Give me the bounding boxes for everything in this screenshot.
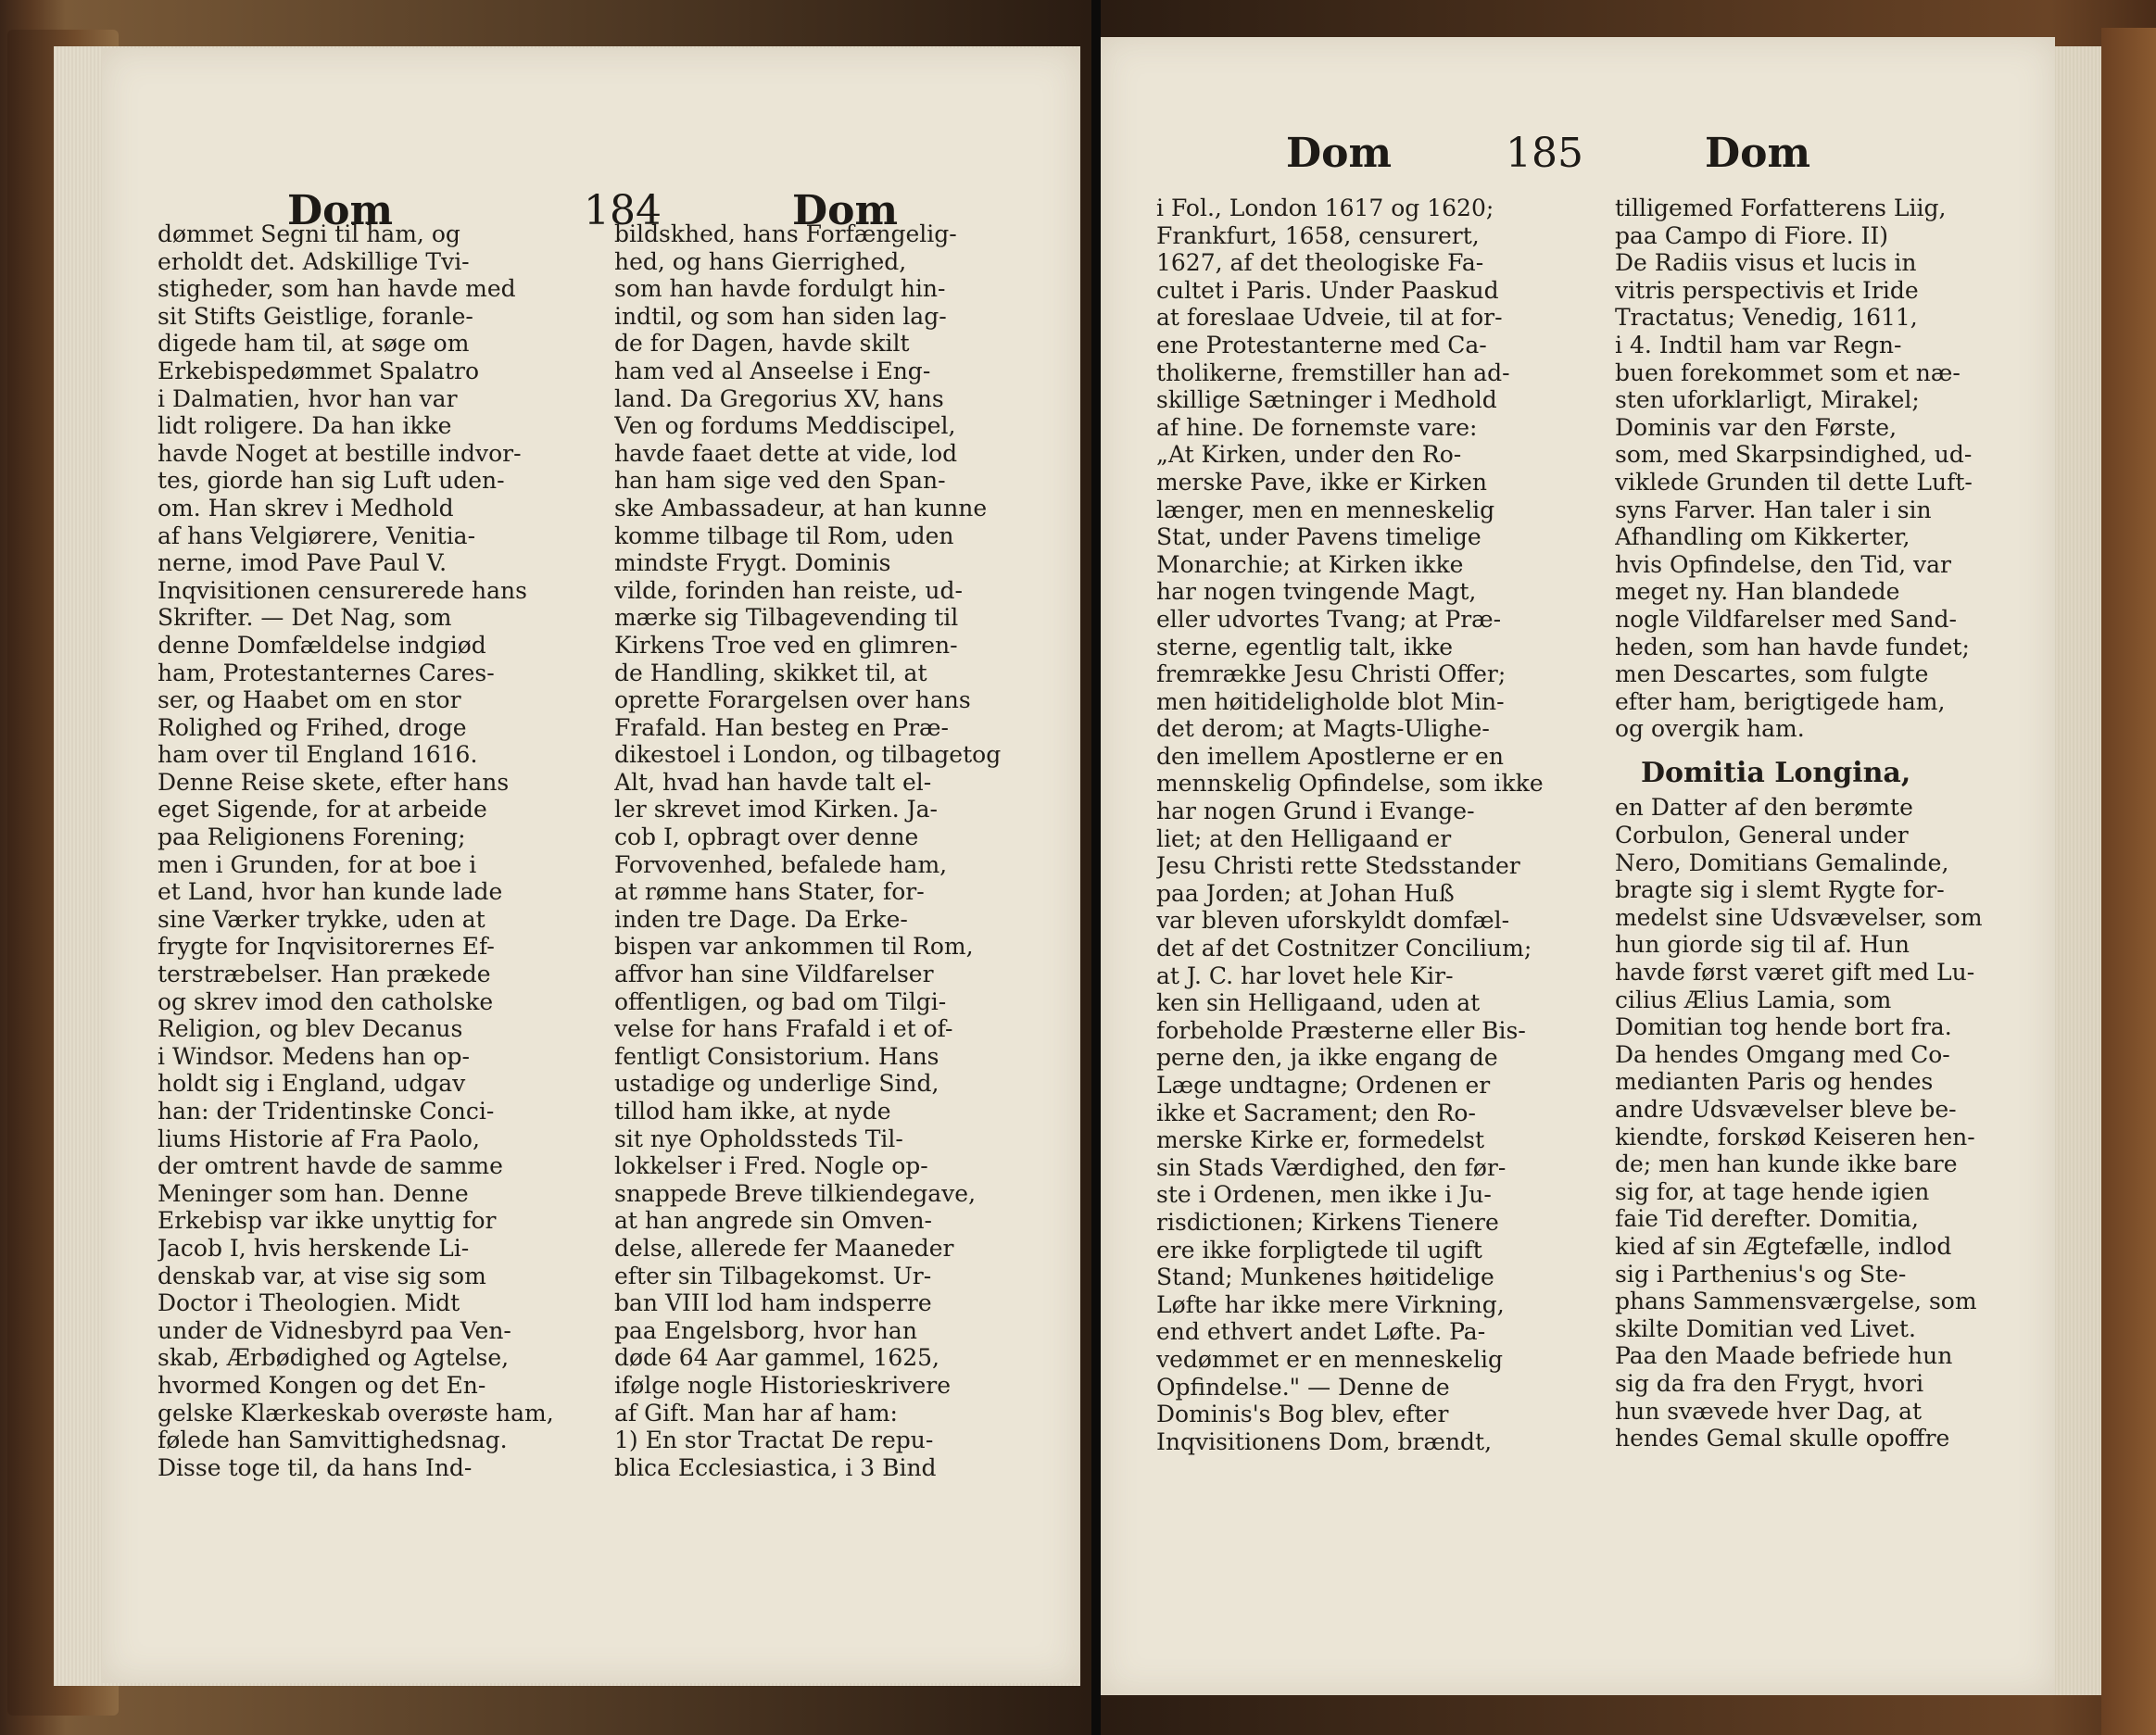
text-line: vitris perspectivis et Iride xyxy=(1615,276,1919,304)
text-line: Afhandling om Kikkerter, xyxy=(1615,523,1910,551)
text-line: heden, som han havde fundet; xyxy=(1615,633,1970,660)
text-line: Ven og fordums Meddiscipel, xyxy=(614,412,956,440)
text-line: de Handling, skikket til, at xyxy=(614,659,927,686)
text-line: efter sin Tilbagekomst. Ur- xyxy=(614,1262,932,1289)
right-header-word: Dom xyxy=(1286,130,1393,177)
left-page-number: 184 xyxy=(584,187,662,234)
text-line: paa Religionens Forening; xyxy=(158,823,466,851)
text-line: sig for, at tage hende igien xyxy=(1615,1177,1930,1205)
text-line: faie Tid derefter. Domitia, xyxy=(1615,1205,1919,1233)
text-line: ler skrevet imod Kirken. Ja- xyxy=(614,796,938,823)
text-line: terstræbelser. Han prækede xyxy=(158,961,491,988)
left-page xyxy=(102,48,1079,1683)
text-line: havde først været gift med Lu- xyxy=(1615,959,1975,987)
text-line: har nogen Grund i Evange- xyxy=(1156,798,1475,825)
text-line: indtil, og som han siden lag- xyxy=(614,302,947,330)
text-line: at han angrede sin Omven- xyxy=(614,1207,932,1235)
text-line: og skrev imod den catholske xyxy=(158,987,494,1015)
text-line: ske Ambassadeur, at han kunne xyxy=(614,494,988,522)
text-line: at J. C. har lovet hele Kir- xyxy=(1156,962,1454,989)
text-line: Monarchie; at Kirken ikke xyxy=(1156,550,1464,578)
text-line: Stat, under Pavens timelige xyxy=(1156,523,1481,551)
text-line: i Dalmatien, hvor han var xyxy=(158,384,458,412)
text-line: hvis Opfindelse, den Tid, var xyxy=(1615,550,1951,578)
text-line: perne den, ja ikke engang de xyxy=(1156,1044,1498,1072)
text-line: merske Kirke er, formedelst xyxy=(1156,1126,1485,1154)
left-header-word-right: Dom xyxy=(792,187,899,234)
text-line: Rolighed og Frihed, droge xyxy=(158,713,467,741)
text-line: blica Ecclesiastica, i 3 Bind xyxy=(614,1453,937,1481)
text-line: mærke sig Tilbagevending til xyxy=(614,604,959,632)
text-line: Jacob I, hvis herskende Li- xyxy=(158,1234,470,1262)
text-line: Paa den Maade befriede hun xyxy=(1615,1342,1953,1370)
text-line: Frankfurt, 1658, censurert, xyxy=(1156,221,1480,249)
text-line: De Radiis visus et lucis in xyxy=(1615,249,1917,277)
text-line: en Datter af den berømte xyxy=(1615,794,1913,822)
text-line: stigheder, som han havde med xyxy=(158,275,516,303)
text-line: viklede Grunden til dette Luft- xyxy=(1615,468,1973,496)
left-column-1 xyxy=(158,220,565,1481)
text-line: forbeholde Præsterne eller Bis- xyxy=(1156,1016,1526,1044)
text-line: Inqvisitionen censurerede hans xyxy=(158,576,527,604)
text-line: Nero, Domitians Gemalinde, xyxy=(1615,849,1949,876)
text-line: Skrifter. — Det Nag, som xyxy=(158,604,452,632)
text-line: skab, Ærbødighed og Agtelse, xyxy=(158,1344,510,1372)
text-line: Tractatus; Venedig, 1611, xyxy=(1615,304,1918,332)
text-line: var bleven uforskyldt domfæl- xyxy=(1156,907,1510,935)
text-line: Disse toge til, da hans Ind- xyxy=(158,1453,473,1481)
text-line: tilligemed Forfatterens Liig, xyxy=(1615,195,1947,221)
text-line: at rømme hans Stater, for- xyxy=(614,878,925,906)
text-line: men i Grunden, for at boe i xyxy=(158,850,477,878)
text-line: sterne, egentlig talt, ikke xyxy=(1156,633,1454,660)
text-line: medianten Paris og hendes xyxy=(1615,1068,1934,1096)
text-line: som han havde fordulgt hin- xyxy=(614,275,946,303)
text-line: Læge undtagne; Ordenen er xyxy=(1156,1072,1491,1099)
entry-heading: Domitia Longina, xyxy=(1641,756,1911,789)
text-line: andre Udsvævelser bleve be- xyxy=(1615,1096,1957,1123)
text-line: 1) En stor Tractat De repu- xyxy=(614,1427,934,1454)
text-line: Da hendes Omgang med Co- xyxy=(1615,1040,1950,1068)
text-line: der omtrent havde de samme xyxy=(158,1152,503,1180)
text-line: ustadige og underlige Sind, xyxy=(614,1070,939,1098)
text-line: sig da fra den Frygt, hvori xyxy=(1615,1369,1924,1397)
text-line: tes, giorde han sig Luft uden- xyxy=(158,467,505,495)
text-line: mindste Frygt. Dominis xyxy=(614,549,891,577)
text-line: snappede Breve tilkiendegave, xyxy=(614,1179,977,1207)
text-line: eget Sigende, for at arbeide xyxy=(158,796,487,823)
right-column-2 xyxy=(1615,195,2023,1452)
text-line: længer, men en menneskelig xyxy=(1156,496,1495,523)
text-line: skilte Domitian ved Livet. xyxy=(1615,1314,1916,1342)
right-page-scan xyxy=(1101,0,2156,1735)
text-line: denskab var, at vise sig som xyxy=(158,1262,486,1289)
text-line: buen forekommet som et næ- xyxy=(1615,358,1961,386)
text-line: kied af sin Ægtefælle, indlod xyxy=(1615,1232,1952,1260)
text-line: men Descartes, som fulgte xyxy=(1615,660,1929,688)
text-line: end ethvert andet Løfte. Pa- xyxy=(1156,1318,1486,1346)
text-line: efter ham, berigtigede ham, xyxy=(1615,687,1946,715)
text-line: ham, Protestanternes Cares- xyxy=(158,659,495,686)
text-line: i Fol., London 1617 og 1620; xyxy=(1156,195,1494,221)
text-line: hendes Gemal skulle opoffre xyxy=(1615,1425,1950,1452)
text-line: cilius Ælius Lamia, som xyxy=(1615,986,1892,1013)
text-line: havde Noget at bestille indvor- xyxy=(158,439,522,467)
text-line: kiendte, forskød Keiseren hen- xyxy=(1615,1123,1975,1150)
text-line: komme tilbage til Rom, uden xyxy=(614,522,954,549)
text-line: 1627, af det theologiske Fa- xyxy=(1156,249,1484,277)
right-page-number: 185 xyxy=(1506,130,1583,177)
text-line: sine Værker trykke, uden at xyxy=(158,905,485,933)
text-line: Alt, hvad han havde talt el- xyxy=(614,768,932,796)
text-line: det derom; at Magts-Ulighe- xyxy=(1156,715,1490,743)
text-line: Domitian tog hende bort fra. xyxy=(1615,1013,1952,1041)
text-line: paa Engelsborg, hvor han xyxy=(614,1316,917,1344)
text-line: sin Stads Værdighed, den før- xyxy=(1156,1153,1507,1181)
text-line: ste i Ordenen, men ikke i Ju- xyxy=(1156,1181,1492,1209)
text-line: Opfindelse." — Denne de xyxy=(1156,1373,1450,1401)
text-line: affvor han sine Vildfarelser xyxy=(614,961,934,988)
text-line: døde 64 Aar gammel, 1625, xyxy=(614,1344,939,1372)
book-cover-edge-right xyxy=(2101,28,2156,1735)
scan-divider xyxy=(1091,0,1101,1735)
text-line: Religion, og blev Decanus xyxy=(158,1015,463,1043)
text-line: delse, allerede fer Maaneder xyxy=(614,1234,954,1262)
text-line: har nogen tvingende Magt, xyxy=(1156,578,1477,606)
text-line: ken sin Helligaand, uden at xyxy=(1156,989,1481,1017)
text-line: de; men han kunde ikke bare xyxy=(1615,1150,1958,1178)
text-line: bragte sig i slemt Rygte for- xyxy=(1615,876,1945,904)
text-line: „At Kirken, under den Ro- xyxy=(1156,441,1462,469)
text-line: syns Farver. Han taler i sin xyxy=(1615,496,1932,523)
text-line: Dominis var den Første, xyxy=(1615,413,1898,441)
text-line: erholdt det. Adskillige Tvi- xyxy=(158,247,470,275)
text-line: mennskelig Opfindelse, som ikke xyxy=(1156,770,1544,798)
text-line: ham ved al Anseelse i Eng- xyxy=(614,357,931,384)
text-line: følede han Samvittighedsnag. xyxy=(158,1427,508,1454)
text-line: medelst sine Udsvævelser, som xyxy=(1615,903,1983,931)
text-line: vilde, forinden han reiste, ud- xyxy=(614,576,963,604)
text-line: bildskhed, hans Forfængelig- xyxy=(614,220,957,247)
left-header-word: Dom xyxy=(287,187,394,234)
text-line: i Windsor. Medens han op- xyxy=(158,1042,470,1070)
text-line: de for Dagen, havde skilt xyxy=(614,330,910,358)
text-line: cob I, opbragt over denne xyxy=(614,823,919,851)
text-line: phans Sammensværgelse, som xyxy=(1615,1288,1977,1315)
text-line: holdt sig i England, udgav xyxy=(158,1070,466,1098)
text-line: Doctor i Theologien. Midt xyxy=(158,1289,460,1317)
text-line: dikestoel i London, og tilbagetog xyxy=(614,741,1002,769)
text-line: hed, og hans Gierrighed, xyxy=(614,247,907,275)
text-line: liet; at den Helligaand er xyxy=(1156,824,1452,852)
text-line: Corbulon, General under xyxy=(1615,822,1909,849)
text-line: velse for hans Frafald i et of- xyxy=(614,1015,953,1043)
text-line: eller udvortes Tvang; at Præ- xyxy=(1156,605,1502,633)
text-line: nerne, imod Pave Paul V. xyxy=(158,549,448,577)
text-line: tillod ham ikke, at nyde xyxy=(614,1098,891,1125)
text-line: land. Da Gregorius XV, hans xyxy=(614,384,944,412)
right-column-1 xyxy=(1156,195,1564,1455)
text-line: Meninger som han. Denne xyxy=(158,1179,469,1207)
text-line: fremrække Jesu Christi Offer; xyxy=(1156,660,1507,688)
text-line: Jesu Christi rette Stedsstander xyxy=(1156,852,1520,880)
text-line: af hine. De fornemste vare: xyxy=(1156,413,1478,441)
text-line: men høitideligholde blot Min- xyxy=(1156,687,1505,715)
text-line: et Land, hvor han kunde lade xyxy=(158,878,503,906)
text-line: bispen var ankommen til Rom, xyxy=(614,933,974,961)
text-line: meget ny. Han blandede xyxy=(1615,578,1900,606)
text-line: hun svævede hver Dag, at xyxy=(1615,1397,1923,1425)
text-line: Dominis's Bog blev, efter xyxy=(1156,1401,1449,1428)
text-line: ere ikke forpligtede til ugift xyxy=(1156,1236,1482,1264)
right-header-word-right: Dom xyxy=(1705,130,1811,177)
text-line: digede ham til, at søge om xyxy=(158,330,470,358)
text-line: merske Pave, ikke er Kirken xyxy=(1156,468,1487,496)
text-line: Forvovenhed, befalede ham, xyxy=(614,850,948,878)
text-line: ene Protestanterne med Ca- xyxy=(1156,331,1487,358)
text-line: ser, og Haabet om en stor xyxy=(158,686,461,714)
text-line: tholikerne, fremstiller han ad- xyxy=(1156,358,1510,386)
text-line: og overgik ham. xyxy=(1615,715,1805,743)
text-line: i 4. Indtil ham var Regn- xyxy=(1615,331,1902,358)
text-line: Frafald. Han besteg en Præ- xyxy=(614,713,949,741)
text-line: Erkebisp var ikke unyttig for xyxy=(158,1207,497,1235)
text-line: at foreslaae Udveie, til at for- xyxy=(1156,304,1503,332)
text-line: ban VIII lod ham indsperre xyxy=(614,1289,932,1317)
text-line: sig i Parthenius's og Ste- xyxy=(1615,1260,1907,1288)
text-line: Inqvisitionens Dom, brændt, xyxy=(1156,1427,1493,1455)
text-line: sit nye Opholdssteds Til- xyxy=(614,1125,903,1152)
text-line: den imellem Apostlerne er en xyxy=(1156,742,1504,770)
text-line: risdictionen; Kirkens Tienere xyxy=(1156,1208,1499,1236)
text-line: ham over til England 1616. xyxy=(158,741,478,769)
text-line: paa Campo di Fiore. II) xyxy=(1615,221,1888,249)
text-line: hvormed Kongen og det En- xyxy=(158,1371,486,1399)
text-line: Erkebispedømmet Spalatro xyxy=(158,357,480,384)
text-line: Løfte har ikke mere Virkning, xyxy=(1156,1290,1505,1318)
text-line: cultet i Paris. Under Paaskud xyxy=(1156,276,1499,304)
text-line: vedømmet er en menneskelig xyxy=(1156,1345,1503,1373)
text-line: ifølge nogle Historieskrivere xyxy=(614,1371,951,1399)
text-line: hun giorde sig til af. Hun xyxy=(1615,931,1910,959)
text-line: fentligt Consistorium. Hans xyxy=(614,1042,939,1070)
text-line: om. Han skrev i Medhold xyxy=(158,494,454,522)
text-line: dømmet Segni til ham, og xyxy=(158,220,460,247)
text-line: sit Stifts Geistlige, foranle- xyxy=(158,302,473,330)
text-line: han ham sige ved den Span- xyxy=(614,467,946,495)
text-line: han: der Tridentinske Conci- xyxy=(158,1098,495,1125)
right-page xyxy=(1101,37,2055,1695)
text-line: af Gift. Man har af ham: xyxy=(614,1399,898,1427)
text-line: liums Historie af Fra Paolo, xyxy=(158,1125,480,1152)
text-line: af hans Velgiørere, Venitia- xyxy=(158,522,476,549)
text-line: lokkelser i Fred. Nogle op- xyxy=(614,1152,928,1180)
text-line: oprette Forargelsen over hans xyxy=(614,686,971,714)
text-line: Denne Reise skete, efter hans xyxy=(158,768,510,796)
text-line: Stand; Munkenes høitidelige xyxy=(1156,1264,1494,1291)
text-line: frygte for Inqvisitorernes Ef- xyxy=(158,933,495,961)
text-line: lidt roligere. Da han ikke xyxy=(158,412,452,440)
text-line: som, med Skarpsindighed, ud- xyxy=(1615,441,1973,469)
text-line: havde faaet dette at vide, lod xyxy=(614,439,958,467)
text-line: skillige Sætninger i Medhold xyxy=(1156,386,1497,414)
text-line: ikke et Sacrament; den Ro- xyxy=(1156,1099,1476,1126)
left-column-2 xyxy=(614,220,1027,1481)
text-line: nogle Vildfarelser med Sand- xyxy=(1615,605,1957,633)
text-line: gelske Klærkeskab overøste ham, xyxy=(158,1399,554,1427)
text-line: inden tre Dage. Da Erke- xyxy=(614,905,908,933)
text-line: Kirkens Troe ved en glimren- xyxy=(614,631,958,659)
text-line: det af det Costnitzer Concilium; xyxy=(1156,935,1532,962)
text-line: paa Jorden; at Johan Huß xyxy=(1156,879,1455,907)
text-line: under de Vidnesbyrd paa Ven- xyxy=(158,1316,511,1344)
text-line: denne Domfældelse indgiød xyxy=(158,631,486,659)
text-line: offentligen, og bad om Tilgi- xyxy=(614,987,947,1015)
text-line: sten uforklarligt, Mirakel; xyxy=(1615,386,1920,414)
